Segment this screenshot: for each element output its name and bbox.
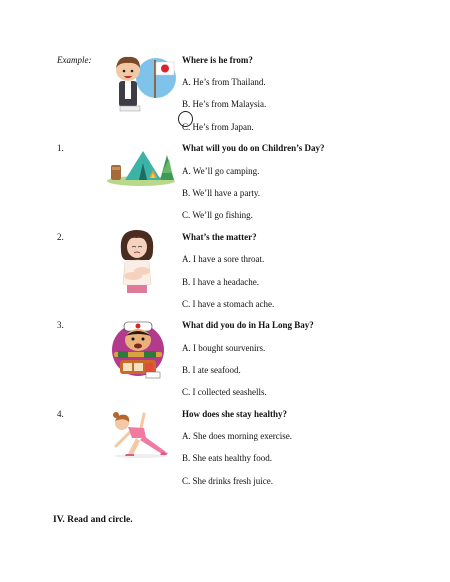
item-2-number: 2. — [57, 232, 64, 242]
option-example-b[interactable]: B. He’s from Malaysia. — [182, 99, 267, 109]
question-4: How does she stay healthy? — [182, 409, 288, 419]
boy-eating-seafood-icon — [110, 318, 166, 380]
girl-exercising-icon — [108, 406, 174, 458]
option-4-c[interactable]: C. She drinks fresh juice. — [182, 476, 273, 486]
example-label: Example: — [57, 55, 92, 65]
camping-tent-icon — [105, 145, 175, 187]
option-example-c[interactable]: C. He’s from Japan. — [182, 122, 254, 132]
option-1-b[interactable]: B. We’ll have a party. — [182, 188, 260, 198]
option-2-c[interactable]: C. I have a stomach ache. — [182, 299, 275, 309]
item-1-number: 1. — [57, 143, 64, 153]
option-2-b[interactable]: B. I have a headache. — [182, 277, 259, 287]
question-2: What’s the matter? — [182, 232, 257, 242]
option-example-a[interactable]: A. He’s from Thailand. — [182, 77, 266, 87]
option-1-a[interactable]: A. We’ll go camping. — [182, 166, 260, 176]
option-3-b[interactable]: B. I ate seafood. — [182, 365, 241, 375]
item-3-number: 3. — [57, 320, 64, 330]
question-example: Where is he from? — [182, 55, 253, 65]
item-4-number: 4. — [57, 409, 64, 419]
option-3-a[interactable]: A. I bought sourvenirs. — [182, 343, 266, 353]
girl-stomach-ache-icon — [115, 228, 160, 294]
option-2-a[interactable]: A. I have a sore throat. — [182, 254, 265, 264]
answer-circle-mark — [178, 111, 193, 127]
section-heading: IV. Read and circle. — [53, 515, 133, 525]
option-3-c[interactable]: C. I collected seashells. — [182, 387, 267, 397]
boy-with-japan-flag-icon — [108, 52, 178, 114]
option-4-b[interactable]: B. She eats healthy food. — [182, 453, 272, 463]
option-4-a[interactable]: A. She does morning exercise. — [182, 431, 292, 441]
question-3: What did you do in Ha Long Bay? — [182, 320, 314, 330]
question-1: What will you do on Children’s Day? — [182, 143, 325, 153]
option-1-c[interactable]: C. We’ll go fishing. — [182, 210, 253, 220]
